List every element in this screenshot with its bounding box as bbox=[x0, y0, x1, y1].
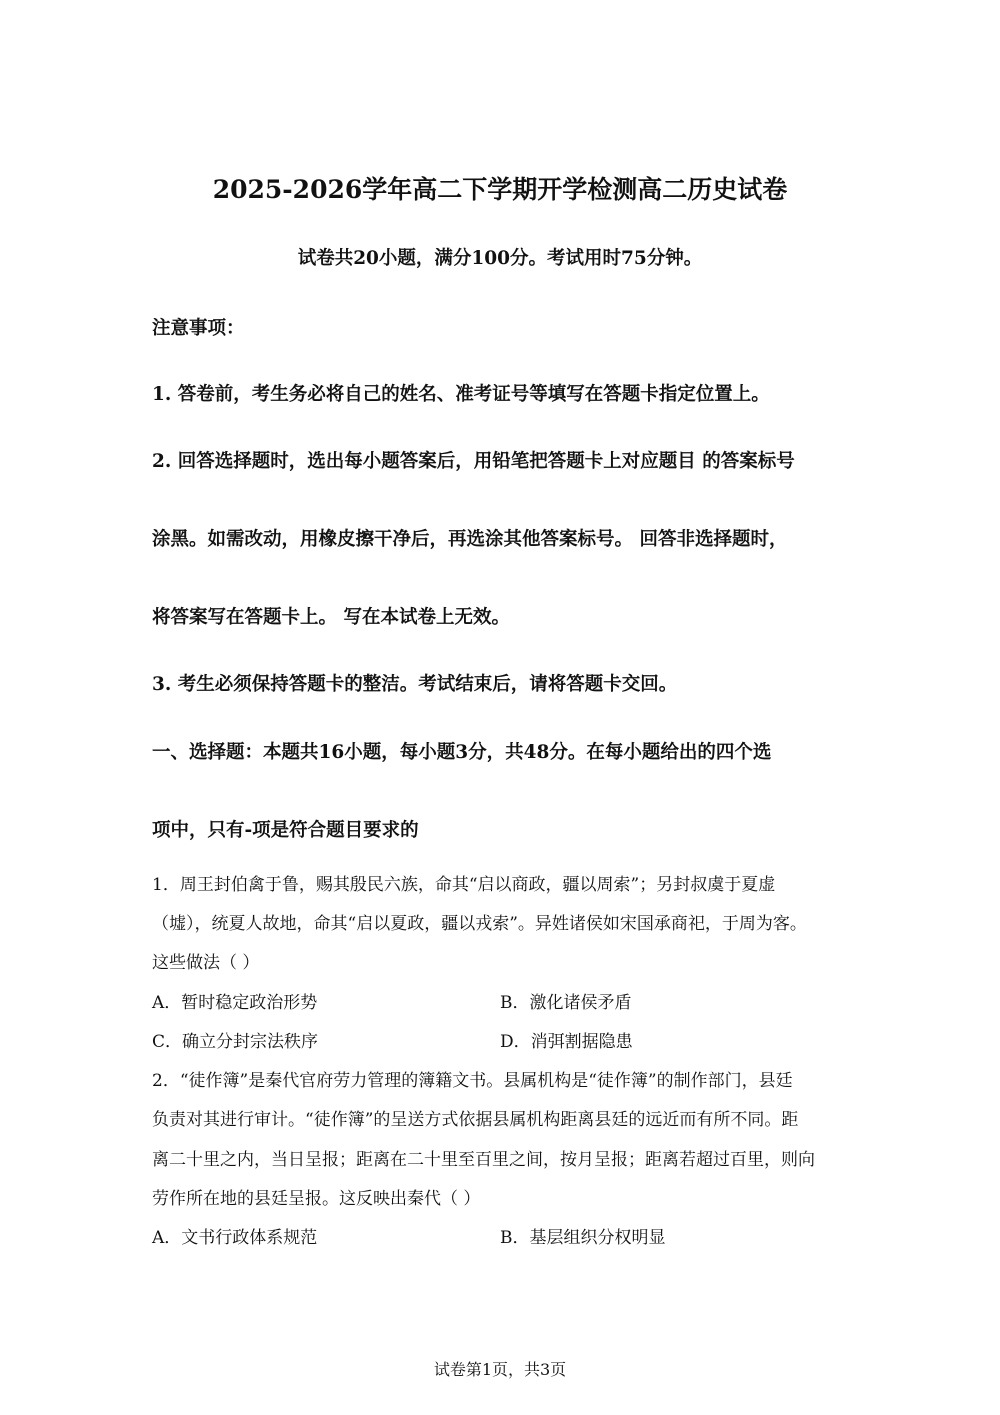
question-1-option-c: C．确立分封宗法秩序 bbox=[152, 1032, 319, 1052]
question-2-line-3: 离二十里之内，当日呈报；距离在二十里至百里之间，按月呈报；距离若超过百里，则向 bbox=[152, 1150, 815, 1170]
exam-title: 2025-2026学年高二下学期开学检测高二历史试卷 bbox=[212, 175, 788, 204]
question-2-option-a: A．文书行政体系规范 bbox=[152, 1228, 318, 1248]
question-2-line-1: 2．“徒作簿”是秦代官府劳力管理的簿籍文书。县属机构是“徒作簿”的制作部门，县廷 bbox=[152, 1071, 793, 1091]
question-1-option-a: A．暂时稳定政治形势 bbox=[152, 993, 318, 1013]
exam-subtitle: 试卷共20小题，满分100分。考试用时75分钟。 bbox=[297, 248, 703, 269]
question-1-option-b: B．激化诸侯矛盾 bbox=[500, 993, 632, 1013]
question-1-option-d: D．消弭割据隐患 bbox=[500, 1032, 633, 1052]
notice-item-2-line-3: 将答案写在答题卡上。 写在本试卷上无效。 bbox=[152, 607, 510, 628]
question-2-option-b: B．基层组织分权明显 bbox=[500, 1228, 666, 1248]
question-1-line-1: 1．周王封伯禽于鲁，赐其殷民六族，命其“启以商政，疆以周索”；另封叔虞于夏虚 bbox=[152, 875, 776, 895]
notice-heading: 注意事项： bbox=[152, 318, 245, 339]
notice-item-3: 3. 考生必须保持答题卡的整洁。考试结束后，请将答题卡交回。 bbox=[152, 674, 678, 695]
notice-item-2-line-2: 涂黑。如需改动，用橡皮擦干净后，再选涂其他答案标号。 回答非选择题时， bbox=[152, 529, 788, 550]
question-1-line-2: （墟），统夏人故地，命其“启以夏政，疆以戎索”。异姓诸侯如宋国承商祀，于周为客。 bbox=[152, 914, 807, 934]
section-1-heading-line-1: 一、选择题：本题共16小题，每小题3分，共48分。在每小题给出的四个选 bbox=[152, 742, 772, 763]
notice-item-1: 1. 答卷前，考生务必将自己的姓名、准考证号等填写在答题卡指定位置上。 bbox=[152, 384, 770, 405]
question-2-line-2: 负责对其进行审计。“徒作簿”的呈送方式依据县属机构距离县廷的远近而有所不同。距 bbox=[152, 1110, 799, 1130]
question-2-line-4: 劳作所在地的县廷呈报。这反映出秦代（ ） bbox=[152, 1189, 481, 1209]
section-1-heading-line-2: 项中，只有-项是符合题目要求的 bbox=[152, 820, 419, 841]
question-1-line-3: 这些做法（ ） bbox=[152, 953, 260, 973]
page-footer: 试卷第1页，共3页 bbox=[433, 1360, 567, 1379]
notice-item-2-line-1: 2. 回答选择题时，选出每小题答案后，用铅笔把答题卡上对应题目 的答案标号 bbox=[152, 451, 795, 472]
